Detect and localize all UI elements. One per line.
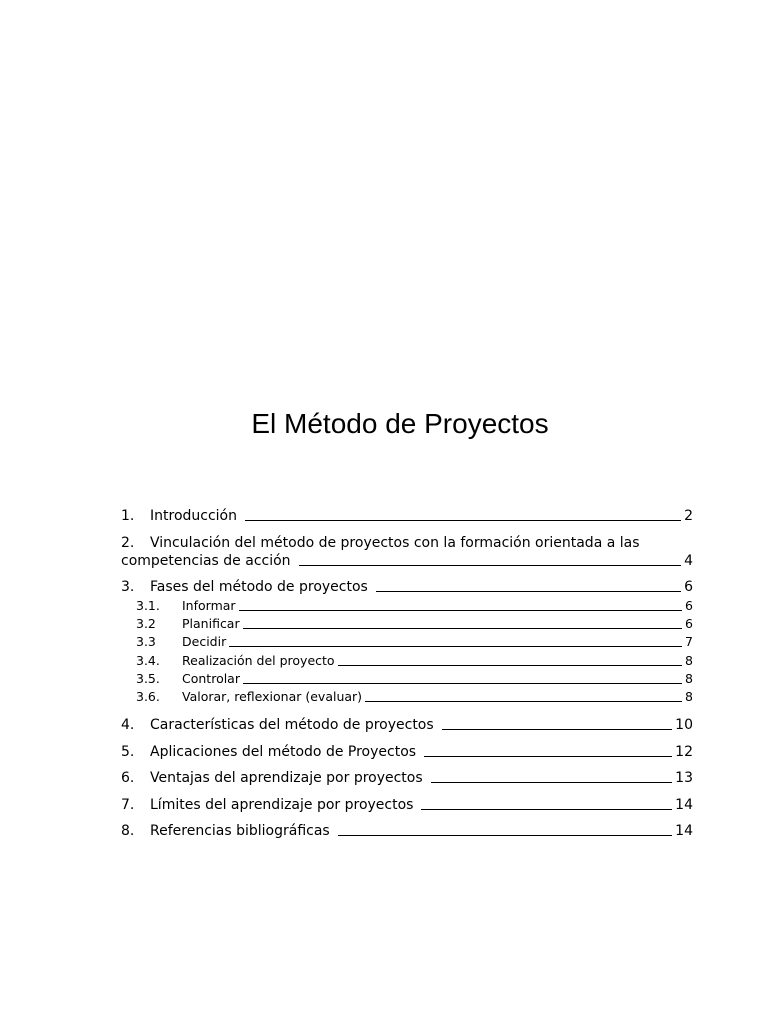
toc-leader-line [243, 627, 682, 629]
toc-entry-3[interactable] [121, 577, 693, 597]
toc-entry-5[interactable] [121, 742, 693, 762]
toc-entry-label: Ventajas del aprendizaje por proyectos [150, 770, 423, 786]
toc-subentry-3-5[interactable] [136, 670, 693, 688]
toc-leader-line [239, 609, 682, 611]
toc-subentry-page: 6 [685, 598, 693, 613]
toc-entry-2-line1[interactable] [121, 533, 693, 553]
toc-entry-4[interactable] [121, 715, 693, 735]
toc-entry-label: Límites del aprendizaje por proyectos [150, 797, 414, 813]
toc-entry-label-continued: competencias de acción [121, 553, 291, 569]
toc-entry-number: 5. [121, 744, 135, 760]
toc-subentry-page: 8 [685, 653, 693, 668]
toc-subentry-3-3[interactable] [136, 633, 693, 651]
toc-entry-number: 4. [121, 717, 135, 733]
toc-entry-label: Introducción [150, 508, 237, 524]
toc-entry-label: Vinculación del método de proyectos con la formación orientada a las [150, 535, 640, 551]
toc-subentry-number: 3.5. [136, 671, 160, 686]
toc-entry-7[interactable] [121, 795, 693, 815]
toc-entry-label: Fases del método de proyectos [150, 579, 368, 595]
toc-entry-page: 12 [675, 744, 693, 760]
toc-entry-page: 10 [675, 717, 693, 733]
toc-entry-label: Aplicaciones del método de Proyectos [150, 744, 417, 760]
toc-leader-line [421, 808, 672, 810]
toc-subentry-3-4[interactable] [136, 652, 693, 670]
document-title: El Método de Proyectos [251, 408, 549, 439]
toc-entry-label: Referencias bibliográficas [150, 823, 330, 839]
toc-subentry-page: 8 [685, 671, 693, 686]
toc-entry-page: 14 [675, 823, 693, 839]
toc-entry-label: Características del método de proyectos [150, 717, 434, 733]
toc-entry-number: 3. [121, 579, 135, 595]
toc-entry-number: 1. [121, 508, 135, 524]
toc-subentry-page: 8 [685, 689, 693, 704]
toc-subentry-number: 3.1. [136, 598, 160, 613]
toc-subentry-label: Valorar, reflexionar (evaluar) [182, 689, 363, 704]
toc-leader-line [299, 564, 682, 566]
toc-leader-line [338, 834, 672, 836]
toc-subentry-3-6[interactable] [136, 688, 693, 706]
toc-subentry-label: Controlar [182, 671, 240, 686]
toc-subentry-page: 7 [685, 634, 693, 649]
toc-entry-1[interactable] [121, 506, 693, 526]
toc-leader-line [424, 755, 672, 757]
toc-subentry-label: Decidir [182, 634, 227, 649]
toc-subentry-label: Informar [182, 598, 236, 613]
toc-leader-line [338, 664, 682, 666]
toc-entry-page: 13 [675, 770, 693, 786]
toc-leader-line [229, 645, 682, 647]
toc-leader-line [431, 781, 673, 783]
toc-entry-number: 8. [121, 823, 135, 839]
toc-entry-number: 7. [121, 797, 135, 813]
toc-entry-8[interactable] [121, 821, 693, 841]
toc-subentry-page: 6 [685, 616, 693, 631]
toc-entry-number: 2. [121, 535, 135, 551]
toc-leader-line [376, 590, 681, 592]
toc-subentry-3-2[interactable] [136, 615, 693, 633]
toc-leader-line [365, 700, 682, 702]
toc-subentry-number: 3.4. [136, 653, 160, 668]
toc-leader-line [243, 682, 682, 684]
toc-subentry-label: Realización del proyecto [182, 653, 335, 668]
toc-entry-number: 6. [121, 770, 135, 786]
toc-subentry-number: 3.2 [136, 616, 156, 631]
toc-entry-page: 14 [675, 797, 693, 813]
toc-subentry-label: Planificar [182, 616, 240, 631]
toc-entry-page: 6 [684, 579, 693, 595]
toc-leader-line [442, 728, 673, 730]
toc-entry-page: 4 [684, 553, 693, 569]
toc-subentry-number: 3.6. [136, 689, 160, 704]
toc-entry-page: 2 [684, 508, 693, 524]
toc-leader-line [245, 519, 681, 521]
toc-subentry-3-1[interactable] [136, 597, 693, 615]
toc-entry-2-line2[interactable] [121, 551, 693, 571]
toc-subentry-number: 3.3 [136, 634, 156, 649]
toc-entry-6[interactable] [121, 768, 693, 788]
